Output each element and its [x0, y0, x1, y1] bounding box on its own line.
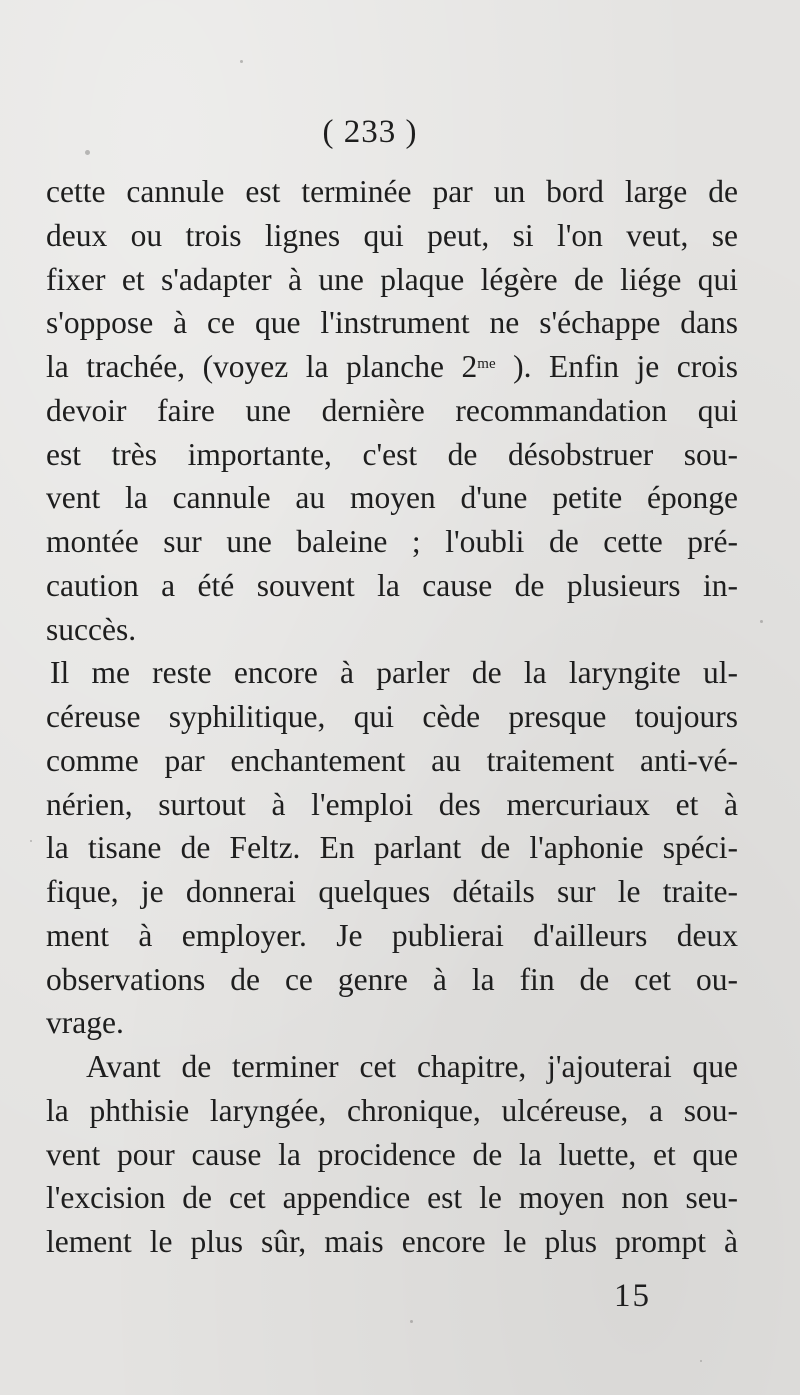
text-line: deux ou trois lignes qui peut, si l'on veut, se [46, 217, 738, 253]
text-line: nérien, surtout à l'emploi des mercuriaux et à [46, 786, 738, 822]
text-line: succès. [46, 611, 137, 647]
text-line: céreuse syphilitique, qui cède presque toujours [46, 699, 738, 734]
text-line: devoir faire une dernière recommandation qui [46, 392, 738, 428]
text-line: vent la cannule au moyen d'une petite éponge [46, 480, 738, 516]
text-line: ment à employer. Je publierai d'ailleurs deux [46, 917, 738, 953]
superscript: me [477, 356, 496, 372]
text-segment: la trachée, (voyez la planche 2 [46, 349, 478, 384]
paper-speck [30, 840, 32, 842]
text-line: fixer et s'adapter à une plaque légère de liége qui [46, 261, 738, 297]
text-line: cette cannule est terminée par un bord large de [46, 174, 738, 209]
running-header: ( 233 ) [322, 114, 418, 150]
text-line: est très importante, c'est de désobstruer sou- [46, 436, 738, 472]
text-line: montée sur une baleine ; l'oubli de cette pré- [46, 524, 738, 559]
text-line: caution a été souvent la cause de plusieurs in- [46, 567, 738, 603]
text-line: fique, je donnerai quelques détails sur le traite- [46, 874, 738, 909]
text-line: vrage. [46, 1005, 124, 1041]
text-segment: ). Enfin je crois [495, 349, 739, 384]
text-line: lement le plus sûr, mais encore le plus prompt à [46, 1224, 738, 1259]
body-text [46, 170, 738, 1264]
paper-speck [700, 1360, 702, 1362]
text-line: la phthisie laryngée, chronique, ulcéreuse, a sou- [46, 1092, 738, 1128]
paper-speck [410, 1320, 413, 1323]
paper-speck [760, 620, 763, 623]
text-line: Il me reste encore à parler de la laryngite ul- [50, 655, 738, 691]
text-line [46, 345, 738, 389]
text-line: vent pour cause la procidence de la luette, et que [46, 1136, 738, 1172]
text-line: s'oppose à ce que l'instrument ne s'échappe dans [46, 305, 738, 341]
text-line: la tisane de Feltz. En parlant de l'aphonie spéci- [46, 830, 738, 866]
text-line: comme par enchantement au traitement anti-vé- [46, 742, 738, 778]
text-line: l'excision de cet appendice est le moyen non seu- [46, 1180, 738, 1216]
signature-mark: 15 [614, 1278, 651, 1314]
text-line: observations de ce genre à la fin de cet ou- [46, 961, 738, 997]
paper-speck [240, 60, 243, 63]
text-line: Avant de terminer cet chapitre, j'ajouterai que [86, 1049, 738, 1084]
